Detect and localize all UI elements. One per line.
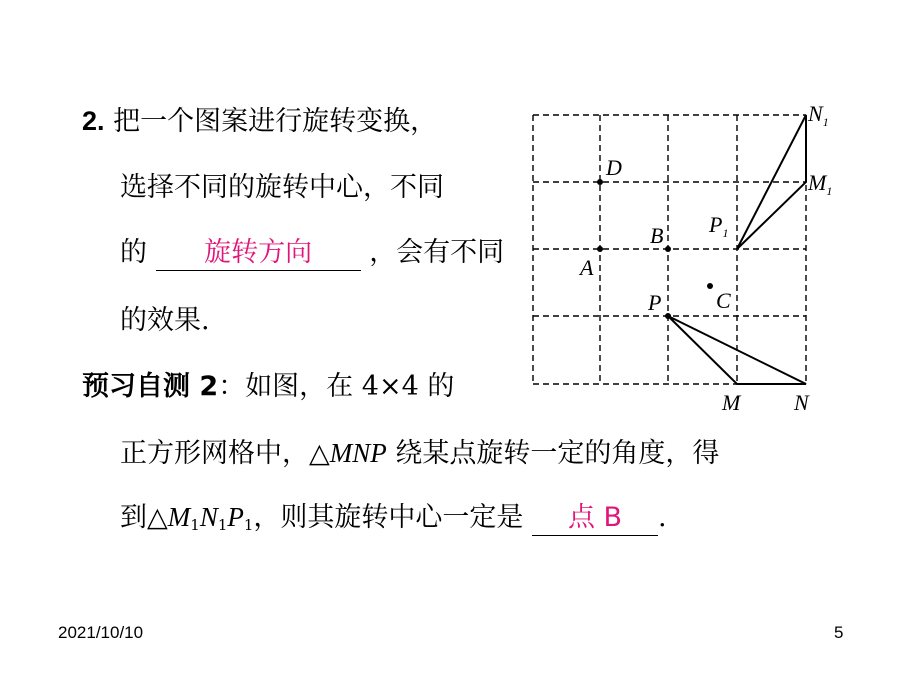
label-c: C <box>716 288 731 313</box>
point-d <box>597 179 603 185</box>
point-p <box>665 313 671 319</box>
preview-line2 <box>120 436 719 471</box>
preview-line3 <box>120 500 667 542</box>
label-p1: $P_1$ <box>709 212 729 240</box>
preview-text-3b: ，则其旋转中心一定是 <box>253 502 524 533</box>
point-b <box>665 246 671 252</box>
triangle-mnp: MNP <box>329 438 387 468</box>
preview-colon: ： <box>218 371 246 402</box>
footer-date: 2021/10/10 <box>58 623 144 642</box>
point-c <box>707 283 713 289</box>
page-number: 5 <box>834 623 844 642</box>
problem2-text-2: 选择不同的旋转中心，不同 <box>120 172 444 203</box>
label-a: A <box>580 255 594 280</box>
vertex-n1: N <box>199 502 218 532</box>
preview-line1 <box>82 370 454 404</box>
point-a <box>597 246 603 252</box>
sub-n1: 1 <box>217 516 228 534</box>
label-n1: $N_1$ <box>808 101 829 129</box>
problem-number: 2. <box>82 106 105 136</box>
problem2-text-3b: ，会有不同 <box>369 237 505 268</box>
problem2-text-1: 把一个图案进行旋转变换， <box>113 106 438 137</box>
label-m1: $M_1$ <box>808 170 833 198</box>
problem2-text-4: 的效果. <box>120 305 210 336</box>
problem2-line3 <box>120 236 504 271</box>
preview-text-1: 如图，在 4×4 的 <box>245 371 455 402</box>
answer-blank-center: 点 B <box>532 501 658 536</box>
problem2-text-3a: 的 <box>120 237 147 268</box>
sub-m1: 1 <box>190 516 200 534</box>
preview-period: . <box>658 502 667 533</box>
label-n: N <box>794 390 809 415</box>
problem2-line4 <box>120 304 210 338</box>
problem2-line1 <box>82 104 437 139</box>
preview-text-2b: 绕某点旋转一定的角度，得 <box>386 438 720 469</box>
problem2-line2 <box>120 171 444 205</box>
label-p: P <box>648 290 662 315</box>
vertex-p1: P <box>227 502 244 532</box>
label-d: D <box>606 155 622 180</box>
preview-text-3a: 到△ <box>120 502 168 533</box>
preview-label: 预习自测 2 <box>82 371 219 402</box>
vertex-m1: M <box>167 502 191 532</box>
sub-p1: 1 <box>243 516 254 534</box>
label-b: B <box>650 223 664 248</box>
label-m: M <box>722 390 741 415</box>
preview-text-2a: 正方形网格中，△ <box>120 438 330 469</box>
grid-figure <box>510 95 870 415</box>
answer-blank-rotation-direction: 旋转方向 <box>156 236 361 271</box>
